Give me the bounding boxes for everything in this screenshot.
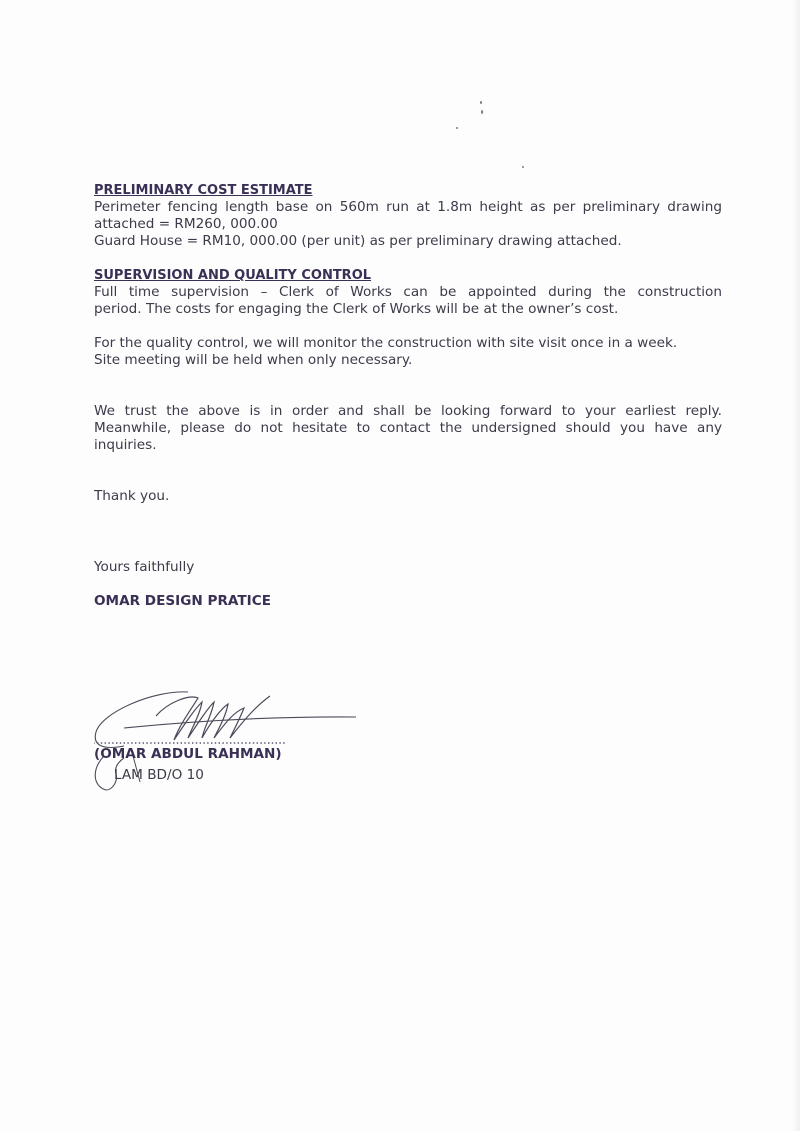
page-edge-shadow [792, 0, 800, 1131]
scan-speck [481, 110, 483, 114]
signatory-name: (OMAR ABDUL RAHMAN) [94, 746, 282, 762]
scan-speck [522, 166, 524, 168]
supervision-line-1: Full time supervision – Clerk of Works can be appointed during the construction [94, 284, 722, 300]
closing-line-1: We trust the above is in order and shall be looking forward to your earliest reply. [94, 403, 722, 419]
quality-line-2: Site meeting will be held when only necessary. [94, 352, 413, 368]
scan-speck [480, 101, 482, 104]
supervision-line-2: period. The costs for engaging the Clerk of Works will be at the owner’s cost. [94, 301, 619, 317]
cost-line-1: Perimeter fencing length base on 560m run at 1.8m height as per preliminary drawing [94, 199, 722, 215]
letter-body [94, 182, 722, 610]
quality-line-1: For the quality control, we will monitor the construction with site visit once in a week. [94, 335, 678, 351]
supervision-text [94, 284, 722, 318]
signature-block [94, 672, 394, 802]
closing-text [94, 403, 722, 454]
scan-speck [456, 127, 458, 129]
closing-line-3: inquiries. [94, 437, 157, 453]
section-heading-supervision: SUPERVISION AND QUALITY CONTROL [94, 268, 372, 283]
closing-line-2: Meanwhile, please do not hesitate to contact the undersigned should you have any [94, 420, 722, 436]
quality-control-text [94, 335, 722, 369]
thanks-line: Thank you. [94, 488, 170, 504]
cost-line-2: attached = RM260, 000.00 [94, 216, 278, 232]
section-heading-cost-estimate: PRELIMINARY COST ESTIMATE [94, 183, 313, 198]
cost-estimate-text [94, 199, 722, 250]
cost-line-3: Guard House = RM10, 000.00 (per unit) as per preliminary drawing attached. [94, 233, 622, 249]
salutation: Yours faithfully [94, 559, 195, 575]
signatory-registration: LAM BD/O 10 [114, 767, 204, 783]
company-name: OMAR DESIGN PRATICE [94, 593, 271, 609]
